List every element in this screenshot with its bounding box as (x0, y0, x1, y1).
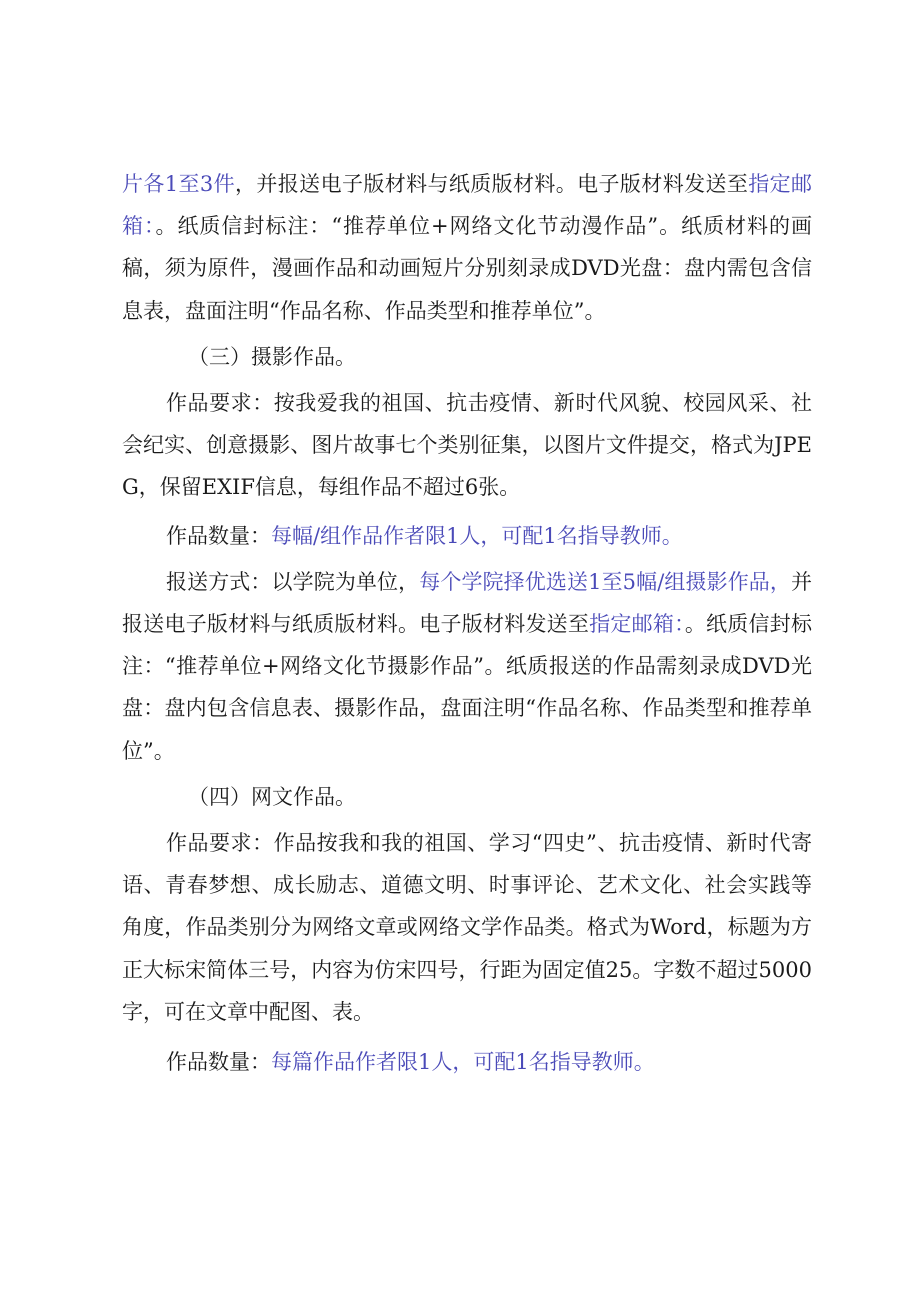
paragraph-writing-requirements: 作品要求：作品按我和我的祖国、学习“四史”、抗击疫情、新时代寄语、青春梦想、成长励志、道德文明、时事评论、艺术文化、社会实践等角度，作品类别分为网络文章或网络文学作品类。格式为Word，标题为方正大标宋简体三号，内容为仿宋四号，行距为固定值25。字数不超过5000字，可在文章中配图、表。 (122, 831, 812, 1024)
document-body (122, 163, 812, 1083)
highlight-text: 每幅/组作品作者限1人，可配1名指导教师。 (271, 523, 683, 548)
highlight-text: 片各1至3件 (122, 172, 236, 196)
body-text: 。纸质信封标注：“推荐单位+网络文化节动漫作品”。纸质材料的画稿，须为原件，漫画作品和动画短片分别刻录成DVD光盘：盘内需包含信息表，盘面注明“作品名称、作品类型和推荐单位”。 (122, 214, 812, 323)
body-text: 作品数量： (166, 523, 271, 548)
section-heading-web-writing: （四）网文作品。 (188, 784, 356, 809)
body-text: 。纸质信封标注：“推荐单位+网络文化节摄影作品”。纸质报送的作品需刻录成DVD光盘：盘内包含信息表、摄影作品，盘面注明“作品名称、作品类型和推荐单位”。 (122, 612, 812, 763)
highlight-text: 指定邮箱： (589, 612, 685, 637)
paragraph-photo-quantity (122, 515, 812, 557)
paragraph-photo-requirements: 作品要求：按我爱我的祖国、抗击疫情、新时代风貌、校园风采、社会纪实、创意摄影、图片故事七个类别征集，以图片文件提交，格式为JPEG，保留EXIF信息，每组作品不超过6张。 (122, 391, 812, 500)
body-text: ，并报送电子版材料与纸质版材料。电子版材料发送至 (235, 172, 749, 196)
paragraph-writing-quantity (122, 1041, 812, 1083)
highlight-text: 每个学院择优选送1至5幅/组摄影作品， (419, 569, 792, 594)
section-heading-photography: （三）摄影作品。 (188, 344, 356, 369)
highlight-text: 每篇作品作者限1人，可配1名指导教师。 (271, 1050, 655, 1075)
paragraph-animation-submission (122, 163, 812, 332)
highlight-text: 指定邮箱： (122, 172, 813, 239)
body-text: 并报送电子版材料与纸质版材料。电子版材料发送至 (122, 569, 813, 637)
body-text: 报送方式：以学院为单位， (166, 569, 420, 594)
body-text: 作品数量： (166, 1050, 271, 1075)
paragraph-photo-submission (122, 561, 812, 772)
